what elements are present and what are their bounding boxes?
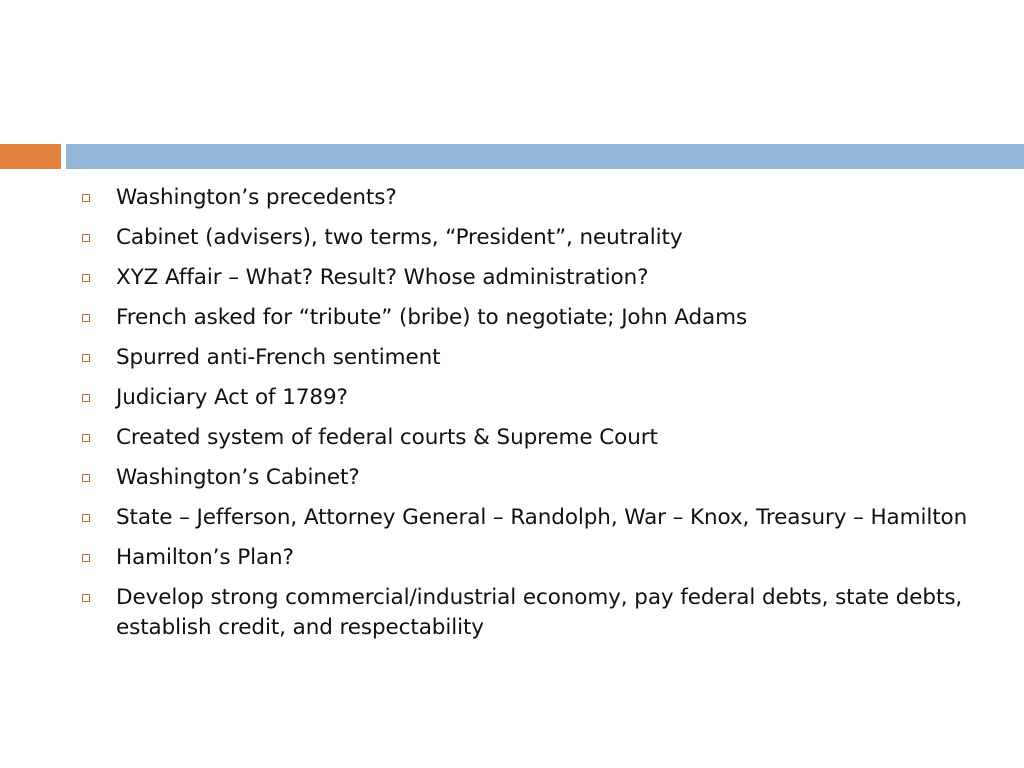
hollow-square-bullet-icon: [82, 394, 90, 402]
bullet-text: Created system of federal courts & Supreme Court: [116, 425, 658, 450]
hollow-square-bullet-icon: [82, 434, 90, 442]
bullet-text: Spurred anti-French sentiment: [116, 345, 441, 370]
bullet-text: French asked for “tribute” (bribe) to negotiate; John Adams: [116, 305, 748, 330]
hollow-square-bullet-icon: [82, 274, 90, 282]
bullet-text: Washington’s Cabinet?: [116, 465, 360, 490]
hollow-square-bullet-icon: [82, 234, 90, 242]
hollow-square-bullet-icon: [82, 554, 90, 562]
list-item: [82, 223, 982, 253]
list-item: [82, 263, 982, 293]
list-item: [82, 183, 982, 213]
hollow-square-bullet-icon: [82, 474, 90, 482]
list-item: [82, 463, 982, 493]
bullet-text: XYZ Affair – What? Result? Whose administration?: [116, 265, 649, 290]
list-item: [82, 503, 982, 533]
bullet-text: Hamilton’s Plan?: [116, 545, 294, 570]
hollow-square-bullet-icon: [82, 514, 90, 522]
bullet-text: Judiciary Act of 1789?: [116, 385, 348, 410]
list-item: [82, 423, 982, 453]
bullet-text: Cabinet (advisers), two terms, “President”, neutrality: [116, 225, 683, 250]
bullet-text: State – Jefferson, Attorney General – Randolph, War – Knox, Treasury – Hamilton: [116, 505, 968, 530]
list-item: [82, 583, 982, 643]
list-item: [82, 383, 982, 413]
hollow-square-bullet-icon: [82, 354, 90, 362]
list-item: [82, 303, 982, 333]
bullet-text: Develop strong commercial/industrial economy, pay federal debts, state debts, establish credit, and respectability: [116, 585, 963, 640]
bullet-list: [82, 183, 982, 653]
accent-bar: [0, 144, 61, 169]
hollow-square-bullet-icon: [82, 314, 90, 322]
header-bar: [66, 144, 1024, 169]
hollow-square-bullet-icon: [82, 594, 90, 602]
bullet-text: Washington’s precedents?: [116, 185, 397, 210]
hollow-square-bullet-icon: [82, 194, 90, 202]
list-item: [82, 543, 982, 573]
list-item: [82, 343, 982, 373]
